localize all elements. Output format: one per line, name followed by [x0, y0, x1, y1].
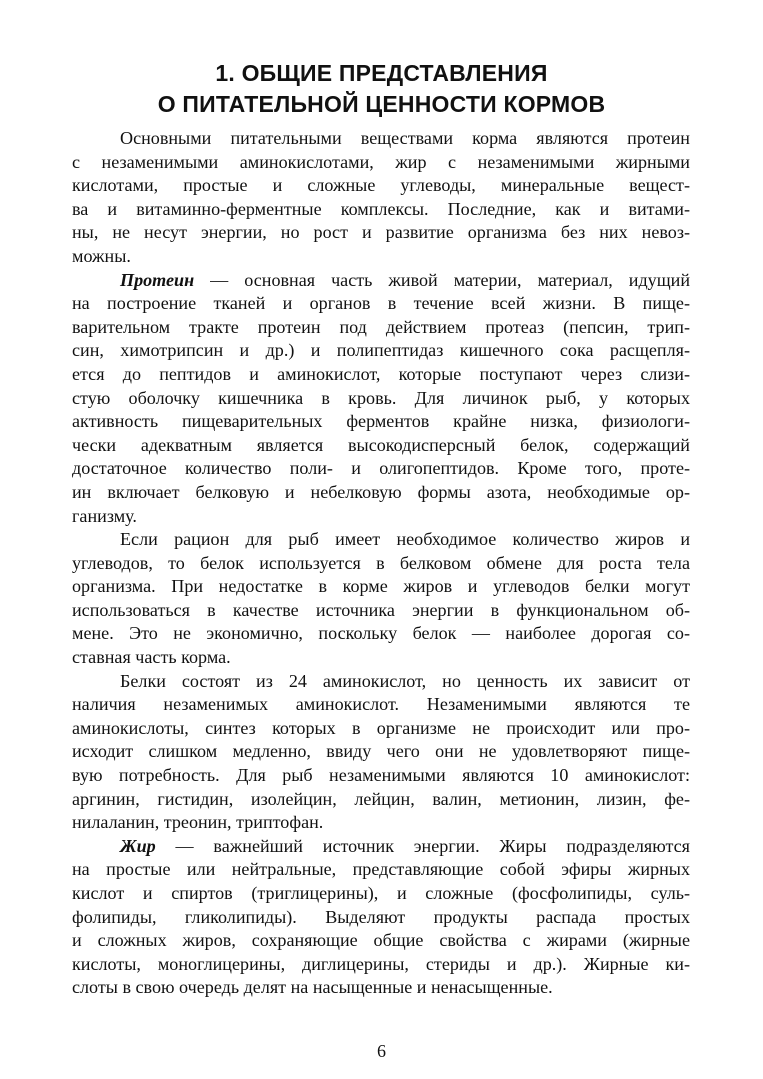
text-line: организма. При недостатке в корме жиров и углеводов белки могут	[72, 576, 690, 597]
text-line: Основными питательными веществами корма являются протеин	[120, 128, 690, 148]
text-line	[72, 835, 690, 859]
text-line: аминокислоты, синтез которых в организме не происходит или про-	[72, 717, 690, 738]
text-line: ва и витаминно-ферментные комплексы. Последние, как и витами-	[72, 198, 690, 219]
text-line: на простые или нейтральные, представляющие собой эфиры жирных	[72, 859, 690, 880]
text-line: на построение тканей и органов в течение всей жизни. В пище-	[72, 293, 690, 314]
text-line: Если рацион для рыб имеет необходимое количество жиров и	[120, 529, 690, 550]
chapter-title-line-2: О ПИТАТЕЛЬНОЙ ЦЕННОСТИ КОРМОВ	[157, 91, 606, 117]
term-protein: Протеин	[120, 269, 195, 290]
text-line: ны, не несут энергии, но рост и развитие организма без них невоз-	[72, 222, 690, 243]
text-line: ется до пептидов и аминокислот, которые поступают через слизи-	[72, 363, 690, 384]
chapter-title-line-1: 1. ОБЩИЕ ПРЕДСТАВЛЕНИЯ	[215, 60, 548, 86]
text-line: достаточное количество поли- и олигопептидов. Кроме того, проте-	[72, 458, 690, 479]
text-line: Белки состоят из 24 аминокислот, но ценность их зависит от	[120, 670, 690, 691]
text-fragment: — основная часть живой материи, материал, идущий	[194, 269, 690, 290]
text-line: ганизму.	[72, 505, 137, 526]
text-line: кислот и спиртов (триглицерины), и сложные (фосфолипиды, суль-	[72, 883, 690, 903]
term-fat: Жир	[120, 835, 156, 856]
text-line: вую потребность. Для рыб незаменимыми являются 10 аминокислот:	[72, 765, 690, 786]
text-line: фолипиды, гликолипиды). Выделяют продукты распада простых	[72, 906, 690, 927]
text-line: аргинин, гистидин, изолейцин, лейцин, валин, метионин, лизин, фе-	[72, 788, 690, 809]
text-line	[72, 269, 690, 293]
text-line: активность пищеварительных ферментов крайне низка, физиологи-	[72, 411, 690, 432]
text-line: варительном тракте протеин под действием протеаз (пепсин, трип-	[72, 316, 690, 337]
text-line: ставная часть корма.	[72, 647, 231, 668]
text-line: кислоты, моноглицерины, диглицерины, стериды и др.). Жирные ки-	[72, 953, 690, 974]
paragraph-fat	[72, 835, 690, 1000]
text-line: можны.	[72, 245, 131, 266]
text-line: и сложных жиров, сохраняющие общие свойства с жирами (жирные	[72, 930, 690, 951]
text-line: с незаменимыми аминокислотами, жир с незаменимыми жирными	[72, 151, 690, 172]
text-line: кислотами, простые и сложные углеводы, минеральные вещест-	[72, 175, 690, 196]
paragraph-protein	[72, 269, 690, 529]
text-line: стую оболочку кишечника в кровь. Для личинок рыб, у которых	[72, 387, 690, 408]
text-line: наличия незаменимых аминокислот. Незаменимыми являются те	[72, 694, 690, 715]
chapter-title	[0, 58, 763, 120]
paragraph-amino-acids	[72, 670, 690, 835]
body-text	[72, 127, 690, 1000]
text-line: чески адекватным является высокодисперсный белок, содержащий	[72, 434, 690, 455]
text-line: мене. Это не экономично, поскольку белок — наиболее дорогая со-	[72, 623, 690, 644]
text-line: син, химотрипсин и др.) и полипептидаз кишечного сока расщепля-	[72, 340, 690, 361]
text-line: нилаланин, треонин, триптофан.	[72, 812, 324, 833]
page-number: 6	[377, 1041, 386, 1061]
text-line: слоты в свою очередь делят на насыщенные и ненасыщенные.	[72, 977, 553, 998]
text-fragment: — важнейший источник энергии. Жиры подразделяются	[155, 835, 690, 856]
paragraph-diet	[72, 528, 690, 670]
paragraph-intro	[72, 127, 690, 269]
text-line: исходит слишком медленно, ввиду чего они не удовлетворяют пище-	[72, 741, 690, 762]
text-line: углеводов, то белок используется в белковом обмене для роста тела	[72, 552, 690, 573]
text-line: использоваться в качестве источника энергии в функциональном об-	[72, 599, 690, 620]
text-line: ин включает белковую и небелковую формы азота, необходимые ор-	[72, 481, 690, 502]
